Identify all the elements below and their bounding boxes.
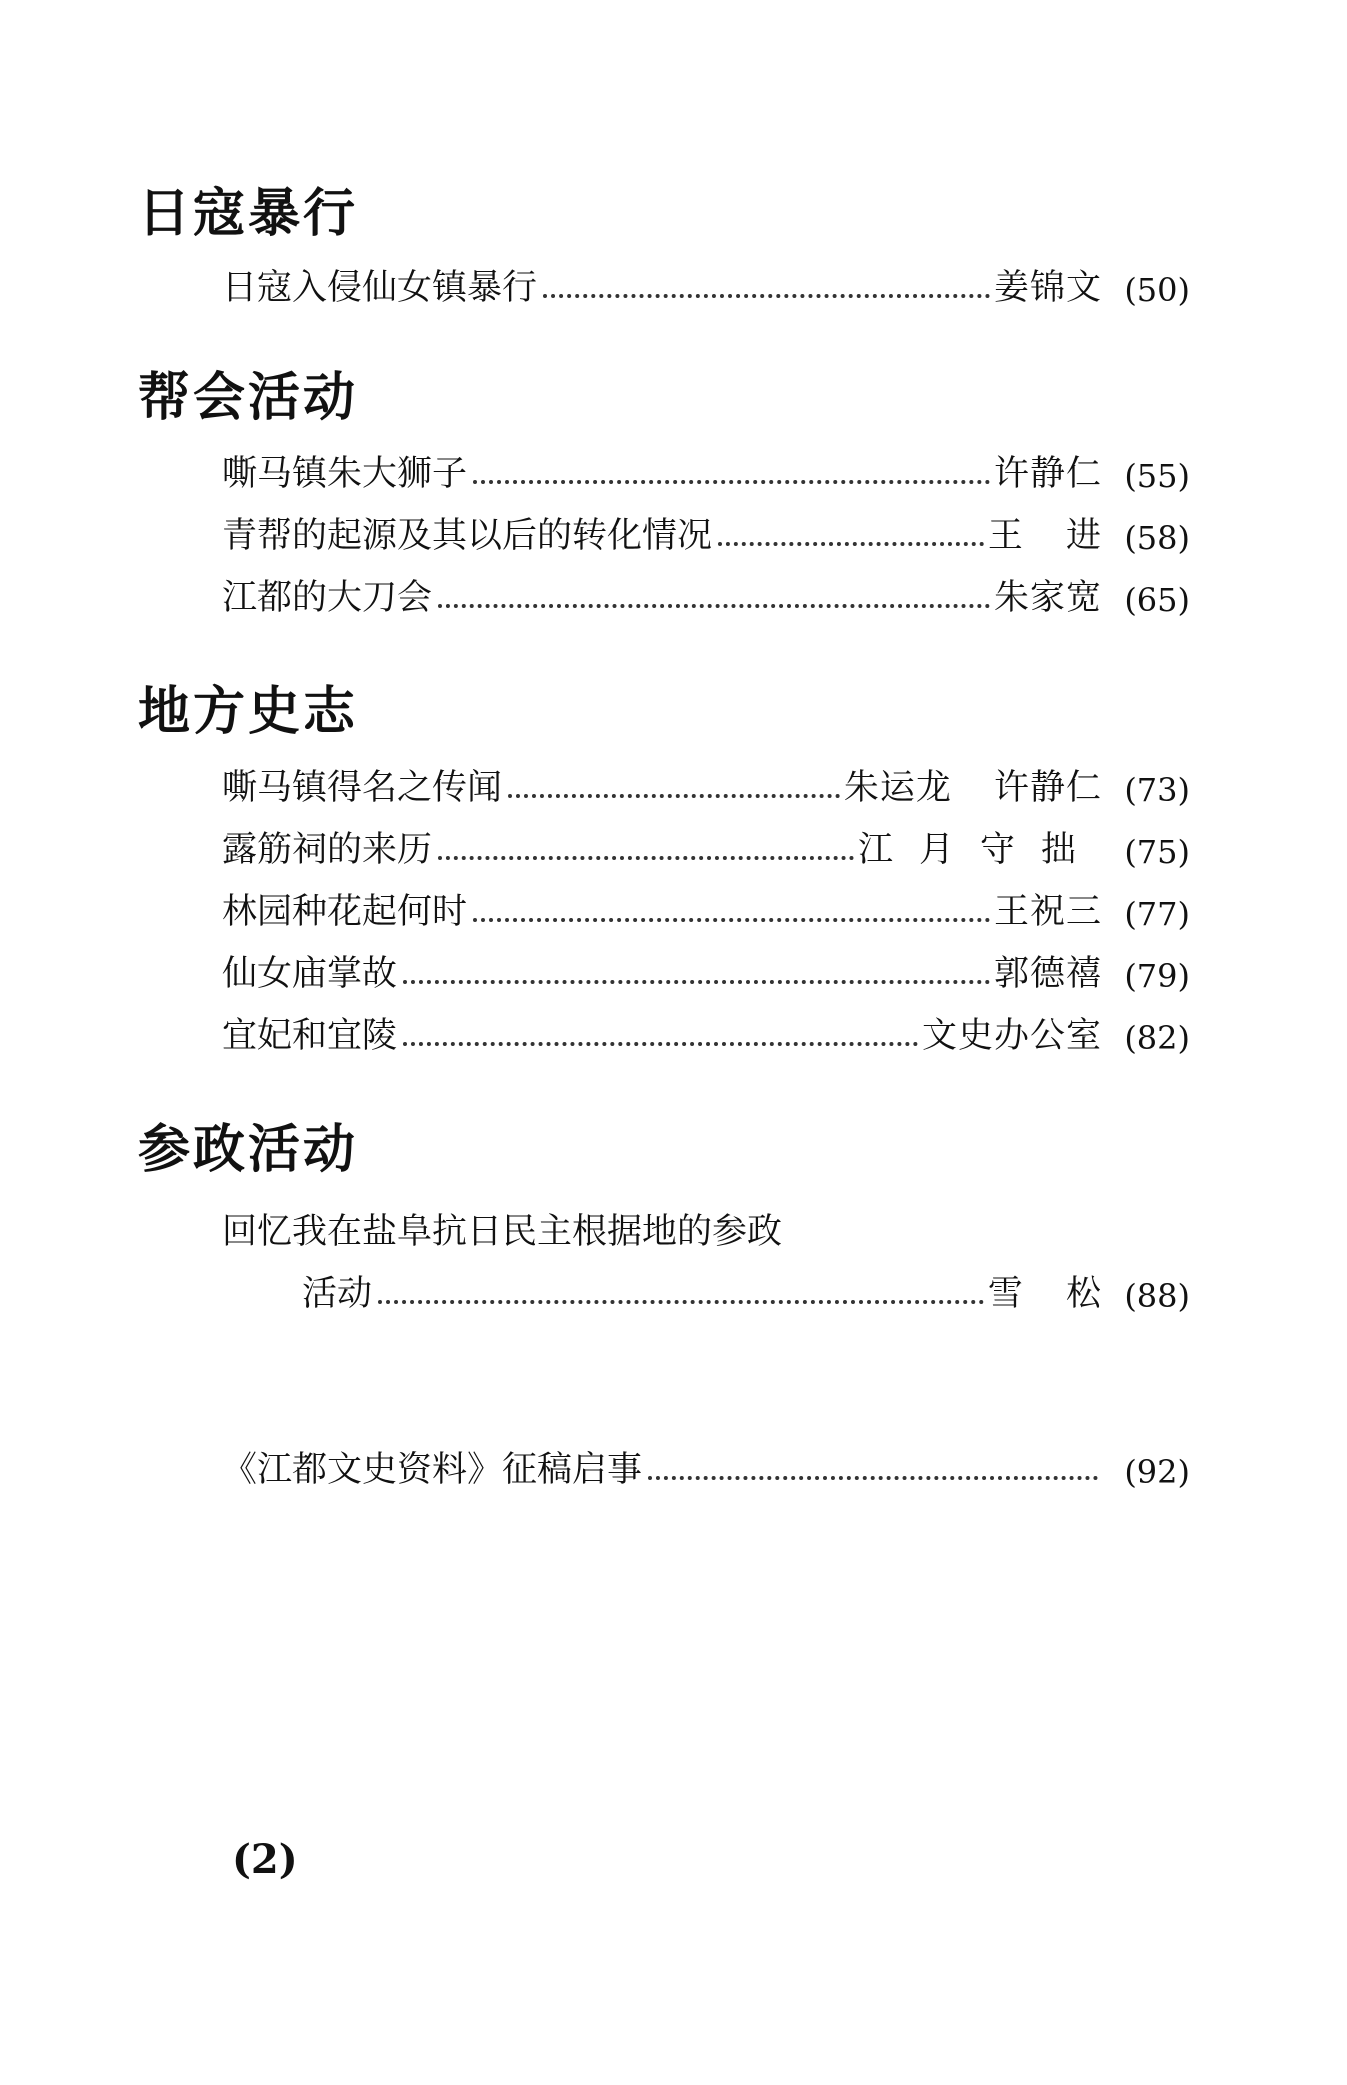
section-heading-political-participation: 参政活动 (138, 1120, 359, 1180)
dot-leader (543, 294, 990, 298)
toc-entry (222, 448, 1190, 495)
section-heading-japanese-atrocities: 日寇暴行 (138, 184, 359, 244)
entry-page: (73) (1124, 771, 1190, 809)
entry-author: 江月守拙 (857, 830, 1102, 870)
entry-author: 姜锦文 (993, 268, 1102, 308)
entry-title-continuation: 活动 (302, 1274, 373, 1314)
toc-entry-appendix (222, 1444, 1190, 1491)
entry-title: 《江都文史资料》征稿启事 (222, 1450, 643, 1490)
dot-leader (508, 794, 840, 798)
dot-leader (403, 980, 990, 984)
toc-entry (222, 824, 1190, 871)
entry-page: (88) (1124, 1277, 1190, 1315)
section-heading-gang-activities: 帮会活动 (138, 368, 359, 428)
entry-title: 嘶马镇得名之传闻 (222, 768, 503, 808)
entry-author: 许静仁 (993, 454, 1102, 494)
section-heading-local-history: 地方史志 (138, 682, 359, 742)
toc-entry (222, 1010, 1190, 1057)
entry-title: 林园种花起何时 (222, 892, 468, 932)
entry-author: 郭德禧 (993, 954, 1102, 994)
dot-leader (403, 1042, 918, 1046)
dot-leader (378, 1300, 984, 1304)
entry-author: 朱家宽 (993, 578, 1102, 618)
dot-leader (473, 918, 990, 922)
entry-author: 文史办公室 (921, 1016, 1102, 1056)
entry-author: 王祝三 (993, 892, 1102, 932)
entry-title: 露筋祠的来历 (222, 830, 433, 870)
toc-entry (222, 762, 1190, 809)
entry-page: (79) (1124, 957, 1190, 995)
entry-page: (65) (1124, 581, 1190, 619)
toc-entry (222, 262, 1190, 309)
entry-page: (92) (1124, 1453, 1190, 1491)
entry-page: (58) (1124, 519, 1190, 557)
toc-entry (222, 948, 1190, 995)
dot-leader (438, 856, 854, 860)
entry-title: 青帮的起源及其以后的转化情况 (222, 516, 713, 556)
toc-entry (222, 572, 1190, 619)
entry-title: 日寇入侵仙女镇暴行 (222, 268, 538, 308)
entry-title: 江都的大刀会 (222, 578, 433, 618)
entry-author: 朱运龙 许静仁 (843, 768, 1102, 808)
dot-leader (718, 542, 984, 546)
toc-entry (302, 1268, 1190, 1315)
entry-title: 仙女庙掌故 (222, 954, 398, 994)
dot-leader (473, 480, 990, 484)
entry-page: (55) (1124, 457, 1190, 495)
entry-page: (75) (1124, 833, 1190, 871)
entry-page: (50) (1124, 271, 1190, 309)
entry-title: 宜妃和宜陵 (222, 1016, 398, 1056)
entry-author: 雪 松 (987, 1274, 1102, 1314)
entry-author: 王 进 (987, 516, 1102, 556)
entry-title: 嘶马镇朱大狮子 (222, 454, 468, 494)
entry-title-first-line: 回忆我在盐阜抗日民主根据地的参政 (222, 1212, 783, 1252)
page-number: (2) (232, 1836, 298, 1883)
toc-entry (222, 886, 1190, 933)
dot-leader (648, 1476, 1098, 1480)
entry-page: (77) (1124, 895, 1190, 933)
dot-leader (438, 604, 990, 608)
toc-entry (222, 510, 1190, 557)
entry-page: (82) (1124, 1019, 1190, 1057)
